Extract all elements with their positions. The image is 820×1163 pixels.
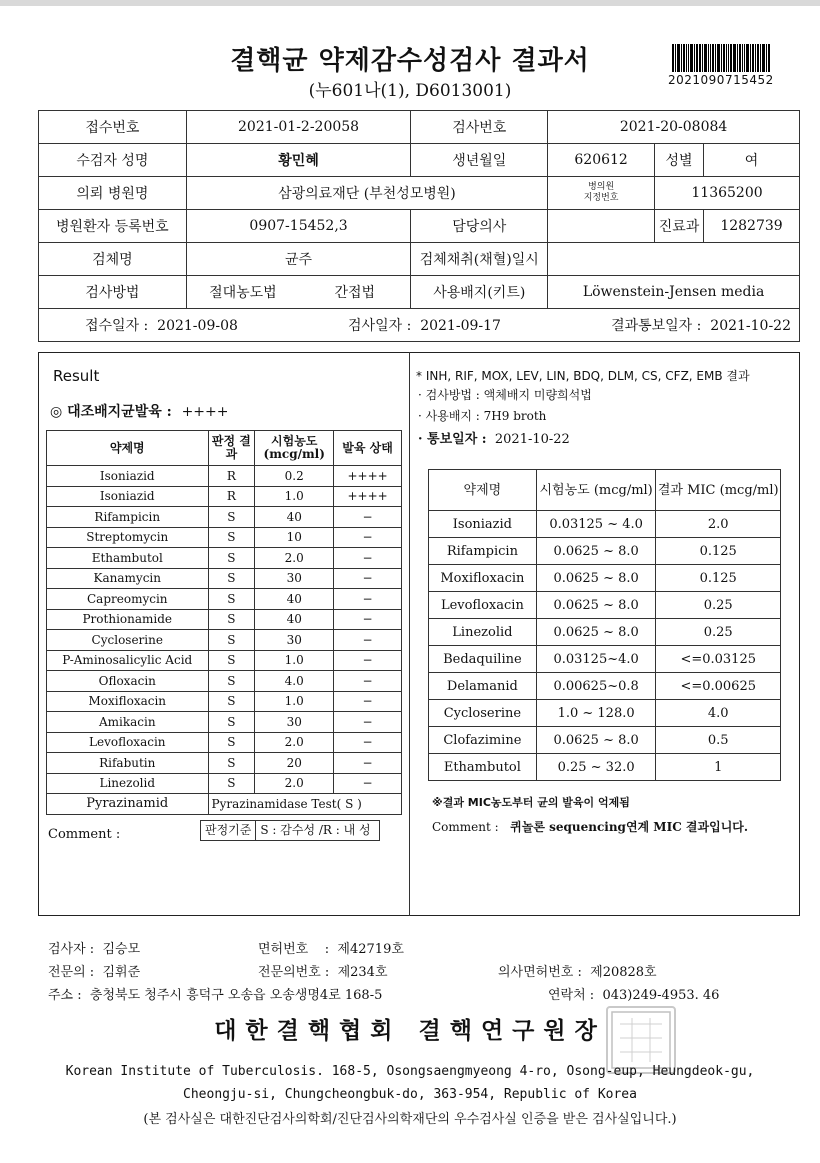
concentration: 2.0 — [255, 548, 334, 569]
judgement: S — [208, 568, 255, 589]
result-heading: Result — [53, 367, 100, 385]
mic-row — [429, 592, 781, 619]
specialist-no-line: 전문의번호 : 제234호 — [258, 965, 388, 980]
mic-result: <=0.03125 — [656, 646, 781, 673]
mic-result: 0.125 — [656, 538, 781, 565]
drug-name: Capreomycin — [47, 589, 209, 610]
concentration: 2.0 — [255, 732, 334, 753]
drug-row — [47, 466, 402, 487]
growth: − — [334, 589, 402, 610]
mic-row — [429, 511, 781, 538]
growth: − — [334, 691, 402, 712]
result-divider — [409, 352, 410, 916]
mic-result: 0.5 — [656, 727, 781, 754]
mic-drug-name: Clofazimine — [429, 727, 537, 754]
receipt-no-label: 접수번호 — [39, 111, 187, 144]
collect-value — [548, 243, 800, 276]
patient-info-table — [38, 110, 800, 342]
drug-row — [47, 548, 402, 569]
concentration: 40 — [255, 507, 334, 528]
drug-name: Prothionamide — [47, 609, 209, 630]
hospital-name: 삼광의료재단 (부천성모병원) — [186, 177, 547, 210]
drug-name: Isoniazid — [47, 466, 209, 487]
test-no: 2021-20-08084 — [548, 111, 800, 144]
concentration: 30 — [255, 568, 334, 589]
concentration: 30 — [255, 712, 334, 733]
drug-name: Ofloxacin — [47, 671, 209, 692]
mic-range: 0.25 ~ 32.0 — [536, 754, 656, 781]
english-address-2: Cheongju-si, Chungcheongbuk-do, 363-954, Republic of Korea — [183, 1087, 637, 1102]
judgement: S — [208, 589, 255, 610]
concentration: 2.0 — [255, 773, 334, 794]
test-no-label: 검사번호 — [411, 111, 548, 144]
mic-drug-name: Bedaquiline — [429, 646, 537, 673]
mic-drug-name: Levofloxacin — [429, 592, 537, 619]
judgement: S — [208, 507, 255, 528]
growth: − — [334, 712, 402, 733]
growth: − — [334, 507, 402, 528]
judgement: S — [208, 671, 255, 692]
growth: − — [334, 609, 402, 630]
pza-name: Pyrazinamid — [47, 794, 209, 815]
receipt-date: 접수일자 : 2021-09-08 — [85, 318, 238, 334]
drug-row — [47, 609, 402, 630]
hospital-code: 11365200 — [655, 177, 800, 210]
mic-range: 0.0625 ~ 8.0 — [536, 538, 656, 565]
examiner-line: 검사자 : 김승모 — [48, 942, 141, 957]
dates-row — [39, 309, 800, 342]
mic-range: 1.0 ~ 128.0 — [536, 700, 656, 727]
judgement: R — [208, 466, 255, 487]
drug-row — [47, 773, 402, 794]
judgement: S — [208, 691, 255, 712]
mic-col-drug: 약제명 — [429, 470, 537, 511]
barcode — [672, 44, 788, 72]
birth-label: 생년월일 — [411, 144, 548, 177]
drug-row — [47, 527, 402, 548]
certification-note: (본 검사실은 대한진단검사의학회/진단검사의학재단의 우수검사실 인증을 받은 검사실입니다.) — [143, 1112, 677, 1127]
drug-name: Kanamycin — [47, 568, 209, 589]
medium-value: Löwenstein-Jensen media — [548, 276, 800, 309]
concentration: 0.2 — [255, 466, 334, 487]
mic-drug-name: Delamanid — [429, 673, 537, 700]
drug-row — [47, 630, 402, 651]
mic-range: 0.00625~0.8 — [536, 673, 656, 700]
mic-range: 0.03125 ~ 4.0 — [536, 511, 656, 538]
concentration: 1.0 — [255, 486, 334, 507]
barcode-number: 2021090715452 — [668, 73, 774, 87]
mic-range: 0.0625 ~ 8.0 — [536, 565, 656, 592]
mic-result: 4.0 — [656, 700, 781, 727]
col-judgement: 판정 결과 — [208, 431, 255, 466]
concentration: 40 — [255, 609, 334, 630]
address-line: 주소 : 충청북도 청주시 흥덕구 오송읍 오송생명4로 168-5 — [48, 988, 383, 1003]
specimen-label: 검체명 — [39, 243, 187, 276]
concentration: 4.0 — [255, 671, 334, 692]
growth: − — [334, 568, 402, 589]
reg-no-label: 병원환자 등록번호 — [39, 210, 187, 243]
judgement: S — [208, 650, 255, 671]
judgement: S — [208, 732, 255, 753]
judgement: S — [208, 630, 255, 651]
dept-label: 진료과 — [655, 210, 704, 243]
mic-result: 1 — [656, 754, 781, 781]
drug-name: Cycloserine — [47, 630, 209, 651]
doctor-label: 담당의사 — [411, 210, 548, 243]
judgement: S — [208, 527, 255, 548]
mic-result: 0.25 — [656, 619, 781, 646]
drug-name: Levofloxacin — [47, 732, 209, 753]
doctor-license-line: 의사면허번호 : 제20828호 — [498, 965, 657, 980]
mic-col-result: 결과 MIC (mcg/ml) — [656, 470, 781, 511]
mic-row — [429, 700, 781, 727]
drug-name: Streptomycin — [47, 527, 209, 548]
hospital-code-label: 병의원 지정번호 — [548, 177, 655, 210]
patient-name: 황민혜 — [186, 144, 411, 177]
report-date: 결과통보일자 : 2021-10-22 — [611, 318, 791, 334]
mic-notice-date: · 통보일자 : 2021-10-22 — [418, 432, 570, 447]
criteria-box — [200, 820, 380, 841]
judgement: S — [208, 773, 255, 794]
method-label: 검사방법 — [39, 276, 187, 309]
mic-method: · 검사방법 : 액체배지 미량희석법 — [418, 388, 592, 402]
growth: − — [334, 671, 402, 692]
drug-row — [47, 753, 402, 774]
judgement: S — [208, 609, 255, 630]
mic-row — [429, 565, 781, 592]
document-title: 결핵균 약제감수성검사 결과서 — [230, 46, 590, 76]
judgement: S — [208, 712, 255, 733]
drug-name: Isoniazid — [47, 486, 209, 507]
concentration: 10 — [255, 527, 334, 548]
judgement: S — [208, 548, 255, 569]
growth: ++++ — [334, 486, 402, 507]
specimen-value: 균주 — [186, 243, 411, 276]
concentration: 1.0 — [255, 650, 334, 671]
institute-name: 대한결핵협회 결핵연구원장 — [214, 1017, 606, 1044]
concentration: 1.0 — [255, 691, 334, 712]
method-2: 간접법 — [299, 276, 411, 309]
drug-name: Amikacin — [47, 712, 209, 733]
receipt-no: 2021-01-2-20058 — [186, 111, 411, 144]
license-line: 면허번호 : 제42719호 — [258, 942, 404, 957]
mic-row — [429, 619, 781, 646]
drug-row — [47, 732, 402, 753]
mic-row — [429, 727, 781, 754]
doctor-value — [548, 210, 655, 243]
drug-row — [47, 507, 402, 528]
col-drug: 약제명 — [47, 431, 209, 466]
mic-comment: Comment : 퀴놀론 sequencing연계 MIC 결과입니다. — [432, 820, 749, 834]
mic-row — [429, 673, 781, 700]
mic-col-range: 시험농도 (mcg/ml) — [536, 470, 656, 511]
mic-row — [429, 538, 781, 565]
drug-name: Rifampicin — [47, 507, 209, 528]
col-concentration: 시험농도 (mcg/ml) — [255, 431, 334, 466]
growth: − — [334, 650, 402, 671]
mic-result: 2.0 — [656, 511, 781, 538]
drug-name: Rifabutin — [47, 753, 209, 774]
document-subtitle: (누601나(1), D6013001) — [308, 81, 512, 101]
drug-row — [47, 671, 402, 692]
patient-name-label: 수검자 성명 — [39, 144, 187, 177]
mic-drug-name: Linezolid — [429, 619, 537, 646]
medium-label: 사용배지(키트) — [411, 276, 548, 309]
mic-drug-name: Ethambutol — [429, 754, 537, 781]
drug-row — [47, 691, 402, 712]
reg-no: 0907-15452,3 — [186, 210, 411, 243]
english-address-1: Korean Institute of Tuberculosis. 168-5, Osongsaengmyeong 4-ro, Osong-eup, Heungdeok-gu, — [65, 1064, 755, 1079]
mic-drug-name: Isoniazid — [429, 511, 537, 538]
drug-row — [47, 589, 402, 610]
mic-note: ※결과 MIC농도부터 균의 발육이 억제됨 — [432, 796, 630, 809]
mic-result: 0.25 — [656, 592, 781, 619]
mic-drug-name: Cycloserine — [429, 700, 537, 727]
drug-row — [47, 650, 402, 671]
mic-table — [428, 469, 781, 781]
mic-row — [429, 754, 781, 781]
mic-range: 0.0625 ~ 8.0 — [536, 592, 656, 619]
left-comment-label: Comment : — [48, 827, 121, 842]
drug-name: Moxifloxacin — [47, 691, 209, 712]
criteria-value: S : 감수성 /R : 내 성 — [260, 823, 371, 837]
concentration: 20 — [255, 753, 334, 774]
mic-drug-name: Moxifloxacin — [429, 565, 537, 592]
dept-value: 1282739 — [704, 210, 800, 243]
growth: − — [334, 548, 402, 569]
birth-value: 620612 — [548, 144, 655, 177]
concentration: 30 — [255, 630, 334, 651]
mic-medium: · 사용배지 : 7H9 broth — [418, 409, 547, 423]
mic-range: 0.0625 ~ 8.0 — [536, 727, 656, 754]
test-date: 검사일자 : 2021-09-17 — [348, 318, 501, 334]
scan-top-band — [0, 0, 820, 6]
sex-value: 여 — [704, 144, 800, 177]
growth: − — [334, 630, 402, 651]
control-growth: ◎ 대조배지균발육 : ++++ — [50, 404, 229, 420]
col-growth: 발육 상태 — [334, 431, 402, 466]
mic-row — [429, 646, 781, 673]
drug-name: Ethambutol — [47, 548, 209, 569]
growth: − — [334, 732, 402, 753]
mic-range: 0.03125~4.0 — [536, 646, 656, 673]
pza-result: Pyrazinamidase Test( S ) — [208, 794, 401, 815]
growth: − — [334, 527, 402, 548]
criteria-label: 판정기준 — [201, 821, 256, 840]
growth: − — [334, 773, 402, 794]
sex-label: 성별 — [655, 144, 704, 177]
mic-drug-name: Rifampicin — [429, 538, 537, 565]
judgement: R — [208, 486, 255, 507]
growth: ++++ — [334, 466, 402, 487]
specialist-line: 전문의 : 김휘준 — [48, 965, 141, 980]
contact-line: 연락처 : 043)249-4953. 46 — [548, 988, 720, 1003]
hospital-label: 의뢰 병원명 — [39, 177, 187, 210]
drug-row — [47, 486, 402, 507]
judgement: S — [208, 753, 255, 774]
growth: − — [334, 753, 402, 774]
drug-row — [47, 568, 402, 589]
drug-name: P-Aminosalicylic Acid — [47, 650, 209, 671]
absolute-concentration-table — [46, 430, 402, 815]
concentration: 40 — [255, 589, 334, 610]
mic-range: 0.0625 ~ 8.0 — [536, 619, 656, 646]
method-1: 절대농도법 — [186, 276, 299, 309]
mic-result: 0.125 — [656, 565, 781, 592]
mic-drug-list: * INH, RIF, MOX, LEV, LIN, BDQ, DLM, CS, CFZ, EMB 결과 — [416, 369, 750, 383]
drug-row — [47, 712, 402, 733]
collect-label: 검체채취(채혈)일시 — [411, 243, 548, 276]
mic-result: <=0.00625 — [656, 673, 781, 700]
drug-name: Linezolid — [47, 773, 209, 794]
